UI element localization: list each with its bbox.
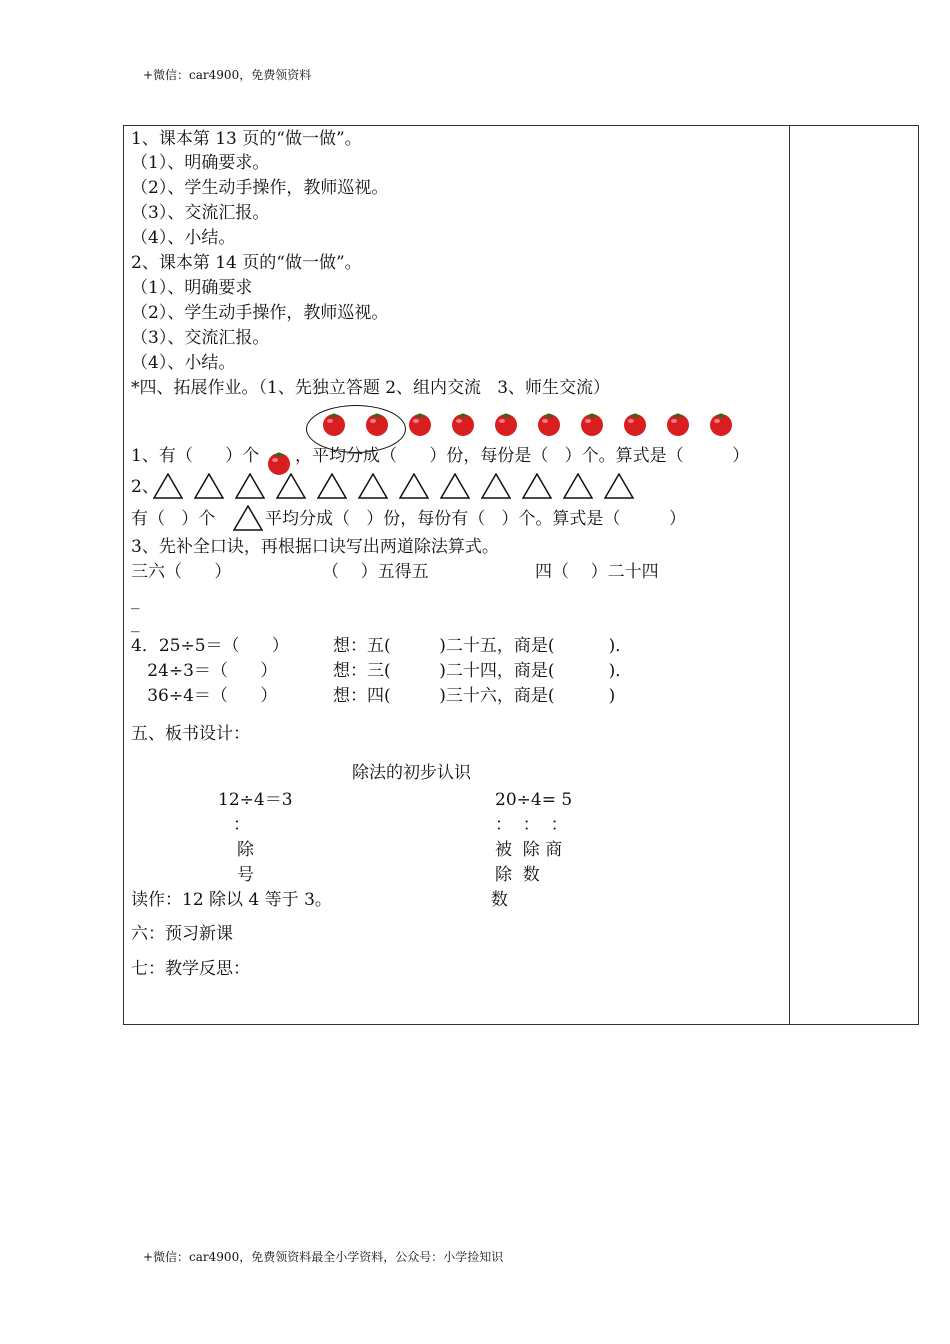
triangle-icon <box>235 473 265 499</box>
board-label-hao: 号 <box>237 865 254 885</box>
tomato-icon <box>621 410 649 438</box>
line-2: （1）、明确要求。 <box>131 153 270 173</box>
section-5-heading: 五、板书设计： <box>131 724 250 744</box>
triangle-icon <box>399 473 429 499</box>
board-label-chu: 除 <box>237 840 254 860</box>
triangle-icon <box>317 473 347 499</box>
triangle-icon <box>440 473 470 499</box>
q1-text-b: ，平均分成（ ）份，每份是（ ）个。算式是（ ） <box>295 446 750 466</box>
answer-line-1: _ <box>131 590 140 610</box>
triangle-icon <box>604 473 634 499</box>
q2-text-b: 平均分成（ ）份，每份有（ ）个。算式是（ ） <box>265 509 687 529</box>
line-9: （3）、交流汇报。 <box>131 328 270 348</box>
page-footer: +微信：car4900，免费领资料最全小学资料，公众号：小学捡知识 <box>143 1250 504 1264</box>
line-1: 1、课本第 13 页的“做一做”。 <box>131 129 362 149</box>
line-8: （2）、学生动手操作，教师巡视。 <box>131 303 389 323</box>
line-7: （1）、明确要求 <box>131 278 253 298</box>
board-eq-1: 12÷4＝3 <box>218 790 293 810</box>
section-7-heading: 七：教学反思： <box>131 959 250 979</box>
line-5: （4）、小结。 <box>131 228 236 248</box>
triangle-icon <box>276 473 306 499</box>
tomato-icon <box>707 410 735 438</box>
q3-title: 3、先补全口诀，再根据口诀写出两道除法算式。 <box>131 537 499 557</box>
tomato-icon <box>664 410 692 438</box>
section-6-heading: 六：预习新课 <box>131 924 233 944</box>
q2-label: 2、 <box>131 477 159 497</box>
triangle-icon <box>153 473 183 499</box>
line-3: （2）、学生动手操作，教师巡视。 <box>131 178 389 198</box>
q4-think-3: 想：四( )三十六，商是( ) <box>333 686 616 706</box>
q4-eq-3: 36÷4＝（ ） <box>131 686 278 706</box>
q4-think-1: 想：五( )二十五，商是( )． <box>333 636 633 656</box>
line-6: 2、课本第 14 页的“做一做”。 <box>131 253 362 273</box>
q3-couplet-3: 四（ ）二十四 <box>535 562 659 582</box>
q4-eq-1: 4．25÷5＝（ ） <box>131 636 289 656</box>
triangle-icon <box>563 473 593 499</box>
table-column-divider <box>789 125 790 1025</box>
board-row-b: 除 数 <box>495 865 540 885</box>
tomato-icon <box>578 410 606 438</box>
board-title: 除法的初步认识 <box>352 763 471 783</box>
q4-think-2: 想：三( )二十四，商是( )． <box>333 661 633 681</box>
line-10: （4）、小结。 <box>131 353 236 373</box>
triangle-icon <box>358 473 388 499</box>
tomato-icon <box>535 410 563 438</box>
tomato-icon <box>492 410 520 438</box>
triangle-icon <box>481 473 511 499</box>
triangle-icon-inline <box>233 505 263 531</box>
section-4-heading: *四、拓展作业。（1、先独立答题 2、组内交流 3、师生交流） <box>131 378 611 398</box>
answer-line-2: _ <box>131 613 140 633</box>
tomato-icon <box>406 410 434 438</box>
board-row-c: 数 <box>491 890 508 910</box>
board-eq-2: 20÷4= 5 <box>495 790 573 810</box>
q3-couplet-2: （ ）五得五 <box>322 562 429 582</box>
triangle-icon <box>194 473 224 499</box>
triangle-icon <box>522 473 552 499</box>
board-colons-2: ： ： ： <box>495 815 568 835</box>
q4-eq-2: 24÷3＝（ ） <box>131 661 278 681</box>
board-row-a: 被 除 商 <box>495 840 563 860</box>
board-colon-1: ： <box>233 815 250 835</box>
q3-couplet-1: 三六（ ） <box>131 562 232 582</box>
page-header: +微信：car4900，免费领资料 <box>143 68 312 82</box>
tomato-icon <box>449 410 477 438</box>
q2-text-a: 有（ ）个 <box>131 509 216 529</box>
board-read: 读作：12 除以 4 等于 3。 <box>131 890 332 910</box>
line-4: （3）、交流汇报。 <box>131 203 270 223</box>
q1-text-a: 1、有（ ）个 <box>131 446 260 466</box>
